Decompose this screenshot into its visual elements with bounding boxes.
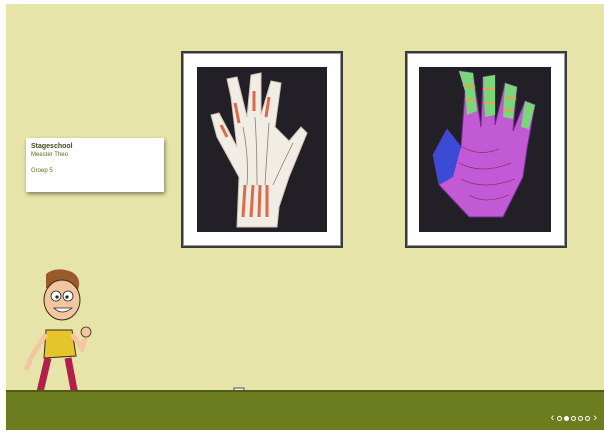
hand-colored-icon (419, 67, 551, 232)
pager-dot-1[interactable] (557, 416, 562, 421)
pager-dot-2[interactable] (564, 416, 569, 421)
floor (6, 390, 604, 430)
artwork-image-1[interactable] (197, 67, 327, 232)
pager-dot-4[interactable] (578, 416, 583, 421)
school-info-card (26, 138, 164, 192)
pager-next-button[interactable]: › (593, 412, 597, 424)
pager-prev-button[interactable]: ‹ (550, 412, 555, 424)
slide-pager (550, 413, 598, 424)
school-name: Stageschool (31, 143, 73, 150)
teacher-name: Meester Theo (31, 152, 68, 158)
pager-dot-5[interactable] (585, 416, 590, 421)
hand-anatomy-icon (197, 67, 327, 232)
group-name: Groep 5 (31, 168, 53, 174)
artwork-frame-1[interactable] (181, 51, 343, 248)
artwork-frame-2[interactable] (405, 51, 567, 248)
pager-dot-3[interactable] (571, 416, 576, 421)
artwork-image-2[interactable] (419, 67, 551, 232)
gallery-stage (6, 4, 604, 430)
